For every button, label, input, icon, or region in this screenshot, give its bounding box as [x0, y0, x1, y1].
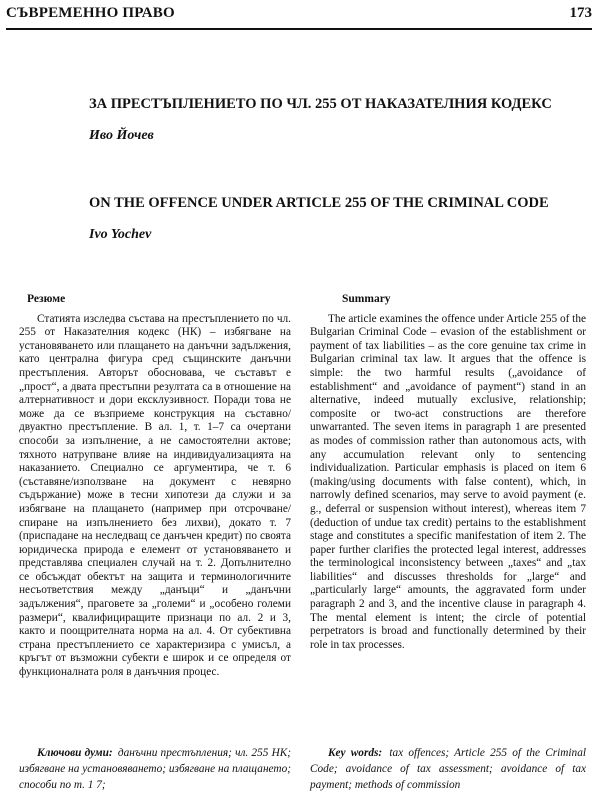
abstract-en	[310, 293, 586, 652]
author-name-bg: Иво Йочев	[89, 128, 154, 143]
author-name-en: Ivo Yochev	[89, 227, 152, 242]
page-number: 173	[569, 5, 592, 21]
abstract-en-heading: Summary	[342, 293, 391, 305]
title-block-bg	[89, 94, 580, 144]
journal-title: СЪВРЕМЕННО ПРАВО	[6, 5, 175, 21]
keywords-bg	[19, 745, 291, 793]
abstract-bg	[19, 293, 291, 680]
article-title-en: ON THE OFFENCE UNDER ARTICLE 255 OF THE CRIMINAL CODE	[89, 195, 549, 211]
keywords-bg-text: данъчни престъпления; чл. 255 НК; избягване на установяването; избягване на плащането; способи по т. 1 7;	[19, 747, 292, 791]
title-block-en	[89, 193, 580, 243]
abstract-bg-body: Статията изследва състава на престъплението по чл. 255 от Наказателния кодекс (НК) – избягване на установяването или плащането на данъчни задължения, като централна фигура сред същинските данъчни престъпления. Авторът обосновава, че съставът е „прост“, а двата престъпни резултата са в отношение на алтернативност и дори ексклузивност. Поради това не може да се възприеме конструкция на съставно/двуактно престъпление. В ал. 1, т. 1–7 са очертани способи за изпълнение, а не самостоятелни актове; тяхното натрупване влияе на индивидуализацията на наказанието. Специално се аргументира, че т. 6 (съставяне/използване на документ с невярно съдържание) може в тесни хипотези да служи и за избягване на плащането (например при отсрочване/спиране на изпълнението без лихви), докато т. 7 (приспадане на неследващ се данъчен кредит) по своята юридическа природа е елемент от установяването и представлява специален случай на т. 2. Допълнително се обсъждат обектът на защита и терминологичните несъответствия между „данъци“ и „данъчни задължения“, праговете за „големи“ и „особено големи размери“, квалифициращите признаци по ал. 2 и 3, както и поощрителната норма на ал. 4. От субективна страна престъплението се характеризира с умисъл, а кръгът от възможни субекти е широк и се определя от функционалната роля в данъчния процес.	[19, 312, 291, 679]
keywords-bg-label: Ключови думи:	[37, 747, 113, 759]
running-header	[6, 4, 592, 30]
keywords-en	[310, 745, 586, 793]
keywords-en-label: Key words:	[328, 747, 383, 759]
abstract-en-body: The article examines the offence under Article 255 of the Bulgarian Criminal Code – evasion of the establishment or payment of tax liabilities – as the core genuine tax crime in Bulgarian criminal tax law. It argues that the offence is simple: the two harmful results („avoidance of establishment“ and „avoidance of payment“) stand in an alternative, indeed mutually exclusive, relationship; composite or two-act constructions are therefore unwarranted. The seven items in paragraph 1 are presented as modes of commission rather than autonomous acts, with any accumulation relevant only to sentencing individualization. Particular emphasis is placed on item 6 (making/using documents with false content), which, in narrowly defined scenarios, may serve to avoid payment (e. g., deferral or suspension without interest), whereas item 7 (deduction of undue tax credit) pertains to the establishment stage and constitutes a specific manifestation of item 2. The paper further clarifies the protected legal interest, addresses the terminological inconsistency between „taxes“ and „tax liabilities“ and discusses thresholds for „large“ and „particularly large“ amounts, the aggravated form under paragraph 2 and 3, and the incentive clause in paragraph 4. The mental element is intent; the circle of potential perpetrators is broad and functionally determined by their role in tax processes.	[310, 312, 586, 651]
article-title-bg: ЗА ПРЕСТЪПЛЕНИЕТО ПО ЧЛ. 255 ОТ НАКАЗАТЕЛНИЯ КОДЕКС	[89, 96, 552, 112]
abstract-bg-heading: Резюме	[27, 293, 66, 305]
keywords-en-text: tax offences; Article 255 of the Criminal Code; avoidance of tax assessment; avoidance of tax payment; methods of commission	[310, 747, 586, 791]
